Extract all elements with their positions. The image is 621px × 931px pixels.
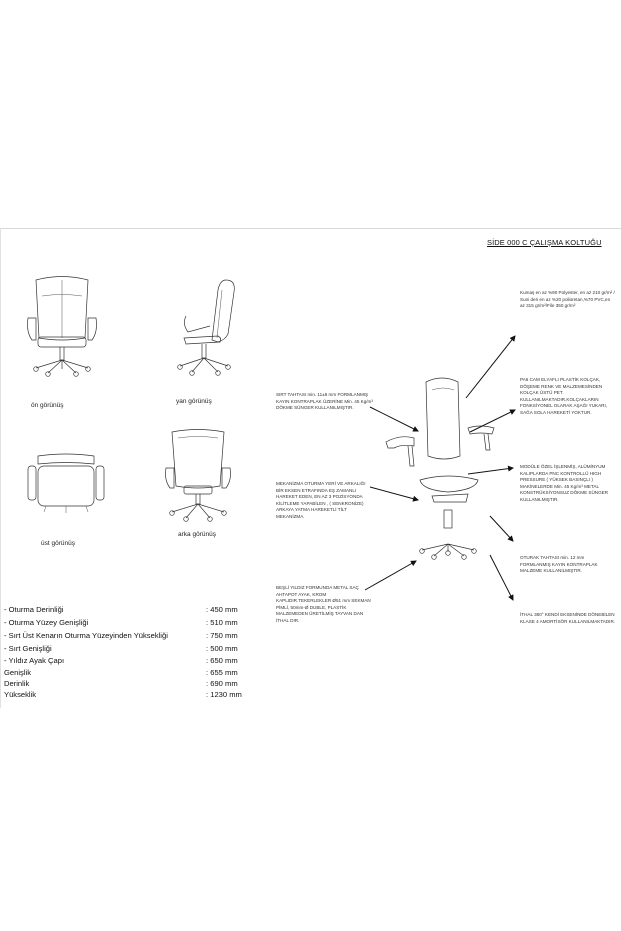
arrow-amortisor bbox=[490, 555, 513, 600]
spec-label: Yükseklik bbox=[4, 690, 37, 699]
spec-value: : 655 mm bbox=[206, 668, 238, 677]
arrow-seat bbox=[490, 516, 513, 541]
spec-label: - Oturma Derinliği bbox=[4, 605, 64, 614]
spec-row bbox=[4, 605, 249, 616]
spec-value: : 690 mm bbox=[206, 679, 238, 688]
arrow-fabric bbox=[466, 336, 515, 398]
note-amortisor: İTHAL 360° KENDİ EKSENİNDE DÖNEBİLEN KLASE 4 AMORTİSÖR KULLANILMAKTADIR. bbox=[520, 612, 616, 624]
note-fabric: Kumaş en az %90 Polyester, en az 210 gr/m² / Suni deri en az %20 poliüretan,%70 PVC,en az 315 gr/m²/File 350 gr/m² bbox=[520, 290, 615, 309]
note-seat: OTURAK TAHTASI min. 12 mm FORMLANMIŞ KAYIN KONTRAPLAK MALZEME KULLANILMIŞTIR. bbox=[520, 555, 598, 574]
spec-row bbox=[4, 679, 249, 690]
spec-row bbox=[4, 644, 249, 655]
arrow-backrest bbox=[370, 407, 418, 431]
spec-value: : 450 mm bbox=[206, 605, 238, 614]
note-backrest: SIRT TAHTASI min. 11±6 mm FORMLANMIŞ KAYIN KONTRAPLAK ÜZERİNE Min. 45 Kg/m³ DÖKME SÜNGER KULLANILMIŞTIR. bbox=[276, 392, 373, 411]
note-mechanism: MEKANİZMA OTURMA YERİ VE ARKALIĞI BİR EKSEN ETRAFINDA EŞ ZAMANLI HAREKET EDEN, EN AZ 3 POZİSYONDA KİLİTLEME YAPABİLEN , ( SENKRONİZE) ARKAYA YATMA HAREKETLİ TİLT MEKANİZMA. bbox=[276, 481, 366, 519]
spec-value: : 500 mm bbox=[206, 644, 238, 653]
spec-value: : 1230 mm bbox=[206, 690, 242, 699]
spec-row bbox=[4, 668, 249, 679]
arrow-armrest bbox=[470, 410, 515, 432]
spec-label: - Sırt Genişliği bbox=[4, 644, 52, 653]
spec-label: - Yıldız Ayak Çapı bbox=[4, 656, 65, 665]
top-view-caption: üst görünüş bbox=[41, 540, 75, 547]
spec-row bbox=[4, 618, 249, 629]
spec-row bbox=[4, 631, 249, 642]
side-view-caption: yan görünüş bbox=[176, 398, 212, 405]
spec-row bbox=[4, 656, 249, 667]
arrow-mechanism bbox=[370, 487, 418, 500]
spec-label: Genişlik bbox=[4, 668, 32, 677]
spec-row bbox=[4, 690, 249, 701]
spec-value: : 650 mm bbox=[206, 656, 238, 665]
arrow-module bbox=[468, 468, 513, 474]
note-armrest: PA6 CAM ELYAFLI PLASTİK KOLÇAK, DÖŞEME RENK VE MALZEMESİNDEN KOLÇAK ÜSTÜ PET KULLANILMAKTADIR.KOLÇAKLARIN FONKSİYONEL OLARAK AŞAĞI YUKARI, SAĞA SOLA HAREKETİ YOKTUR. bbox=[520, 377, 608, 415]
note-module: MODÜLE ÖZEL İŞLENMİŞ, ALÜMİNYUM KALIPLARDA PNC KONTROLLÜ HIGH PRESSURE ( YÜKSEK BASINÇLI ) MAKİNELERDE Min. 45 Kg/m³ METAL KONSTRÜKSİYONSUZ DÖKME SÜNGER KULLANILMIŞTIR. bbox=[520, 464, 609, 502]
spec-label: - Sırt Üst Kenarın Oturma Yüzeyinden Yüksekliği bbox=[4, 631, 168, 640]
back-view-caption: arka görünüş bbox=[178, 531, 216, 538]
arrow-base bbox=[365, 561, 416, 590]
page-title: SİDE 000 C ÇALIŞMA KOLTUĞU bbox=[487, 238, 602, 247]
front-view-caption: ön görünüş bbox=[31, 402, 64, 409]
note-base: BEŞLİ YILDIZ FORMUNDA METAL SAÇ AHTAPOT AYAK, KROM KAPLIDIR.TEKERLEKLER Ø51 mm SEKMAN PİMLİ, 50mm-Ø DUBLE, PLASTİK MALZEMEDEN ÜRETİLMİŞ TAYVAN DAN İTHAL DIR. bbox=[276, 585, 371, 623]
spec-label: - Oturma Yüzey Genişliği bbox=[4, 618, 89, 627]
spec-value: : 750 mm bbox=[206, 631, 238, 640]
spec-value: : 510 mm bbox=[206, 618, 238, 627]
spec-label: Derinlik bbox=[4, 679, 30, 688]
